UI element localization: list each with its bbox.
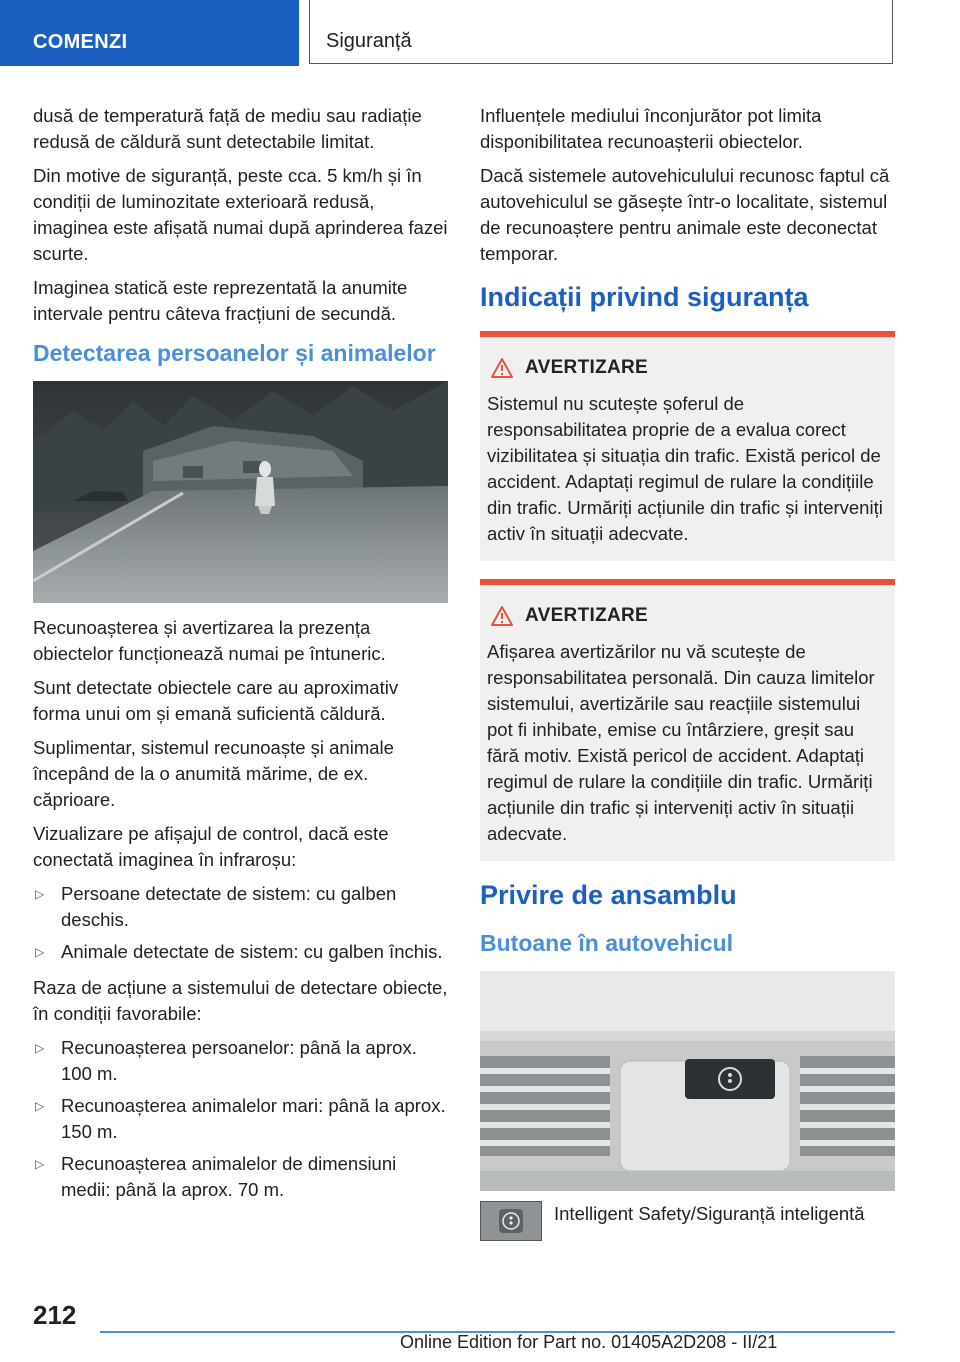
paragraph: Sunt detectate obiectele care au aproximativ forma unui om și emană suficientă căldură. (33, 677, 399, 724)
left-column (33, 103, 448, 1213)
paragraph: Recunoașterea și avertizarea la prezența obiectelor funcționează numai pe întuneric. (33, 617, 386, 664)
list-item: ▷ Recunoașterea persoanelor: până la aprox. 100 m. (35, 1037, 417, 1084)
triangle-bullet-icon: ▷ (35, 1157, 45, 1171)
section-label: COMENZI (33, 31, 128, 53)
paragraph: Dacă sistemele autovehiculului recunosc faptul că autovehiculul se găsește într-o localitate, sistemul de recunoaștere pentru animale este deconectat temporar. (480, 165, 890, 264)
subsection-heading: Detectarea persoanelor și animalelor (33, 340, 436, 366)
safety-section-title: Indicații privind siguranța (480, 282, 809, 312)
buttons-heading: Butoane în autovehicul (480, 930, 734, 956)
night-vision-image (33, 381, 448, 603)
triangle-bullet-icon: ▷ (35, 1041, 45, 1055)
warning-title: AVERTIZARE (525, 357, 648, 378)
list-item: ▷ Persoane detectate de sistem: cu galben deschis. (35, 883, 397, 930)
warning-box (480, 579, 895, 861)
overview-title: Privire de ansamblu (480, 880, 737, 910)
triangle-bullet-icon: ▷ (35, 945, 45, 959)
edition-footer: Online Edition for Part no. 01405A2D208 - II/21 (400, 1332, 778, 1352)
warning-triangle-icon (491, 358, 513, 378)
warning-box (480, 331, 895, 561)
right-column (480, 103, 895, 1241)
warning-text: Sistemul nu scutește șoferul de responsabilitatea proprie de a evalua corect vizibilitatea și situația din trafic. Există pericol de accident. Adaptați regimul de rulare la condițiile din trafic. Urmăriți acțiunile din trafic și interveniți activ în situații adecvate. (487, 393, 883, 544)
triangle-bullet-icon: ▷ (35, 887, 45, 901)
page-number: 212 (33, 1300, 77, 1330)
list-item: ▷ Recunoașterea animalelor de dimensiuni medii: până la aprox. 70 m. (35, 1153, 397, 1200)
warning-header (487, 603, 885, 629)
detection-color-list (33, 881, 448, 965)
paragraph: Vizualizare pe afișajul de control, dacă este conectată imaginea în infraroșu: (33, 823, 389, 870)
paragraph: Din motive de siguranță, peste cca. 5 km/h și în condiții de luminozitate exterioară redusă, imaginea este afișată numai după aprinderea fazei scurte. (33, 165, 448, 264)
vehicle-buttons-image (480, 971, 895, 1191)
triangle-bullet-icon: ▷ (35, 1099, 45, 1113)
paragraph: Raza de acțiune a sistemului de detectare obiecte, în condiții favorabile: (33, 977, 448, 1024)
warning-triangle-icon (491, 606, 513, 626)
warning-header (487, 355, 885, 381)
warning-title: AVERTIZARE (525, 605, 648, 626)
button-legend-row (480, 1201, 895, 1241)
chapter-label: Siguranță (326, 30, 412, 52)
list-item: ▷ Animale detectate de sistem: cu galben închis. (33, 939, 448, 965)
paragraph: Suplimentar, sistemul recunoaște și animale începând de la o anumită mărime, de ex. căprioare. (33, 737, 394, 810)
button-caption: Intelligent Safety/Siguranță inteligentă (554, 1203, 865, 1224)
warning-text: Afișarea avertizărilor nu vă scutește de responsabilitatea personală. Din cauza limitelor sistemului, avertizările sau reacțiile sistemului pot fi inhibate, emise cu întârziere, greșit sau fără motiv. Există pericol de accident. Adaptați regimul de rulare la condițiile din trafic. Urmăriți acțiunile din trafic și interveniți activ în situații adecvate. (487, 641, 875, 844)
detection-range-list (33, 1035, 448, 1203)
intelligent-safety-button-icon (480, 1201, 542, 1241)
section-tab (0, 0, 299, 66)
list-item: ▷ Recunoașterea animalelor mari: până la aprox. 150 m. (35, 1095, 446, 1142)
paragraph: Influențele mediului înconjurător pot limita disponibilitatea recunoașterii obiectelor. (480, 105, 822, 152)
paragraph: Imaginea statică este reprezentată la anumite intervale pentru câteva fracțiuni de secundă. (33, 277, 408, 324)
chapter-tab (309, 0, 893, 64)
paragraph: dusă de temperatură față de mediu sau radiație redusă de căldură sunt detectabile limitat. (33, 105, 422, 152)
